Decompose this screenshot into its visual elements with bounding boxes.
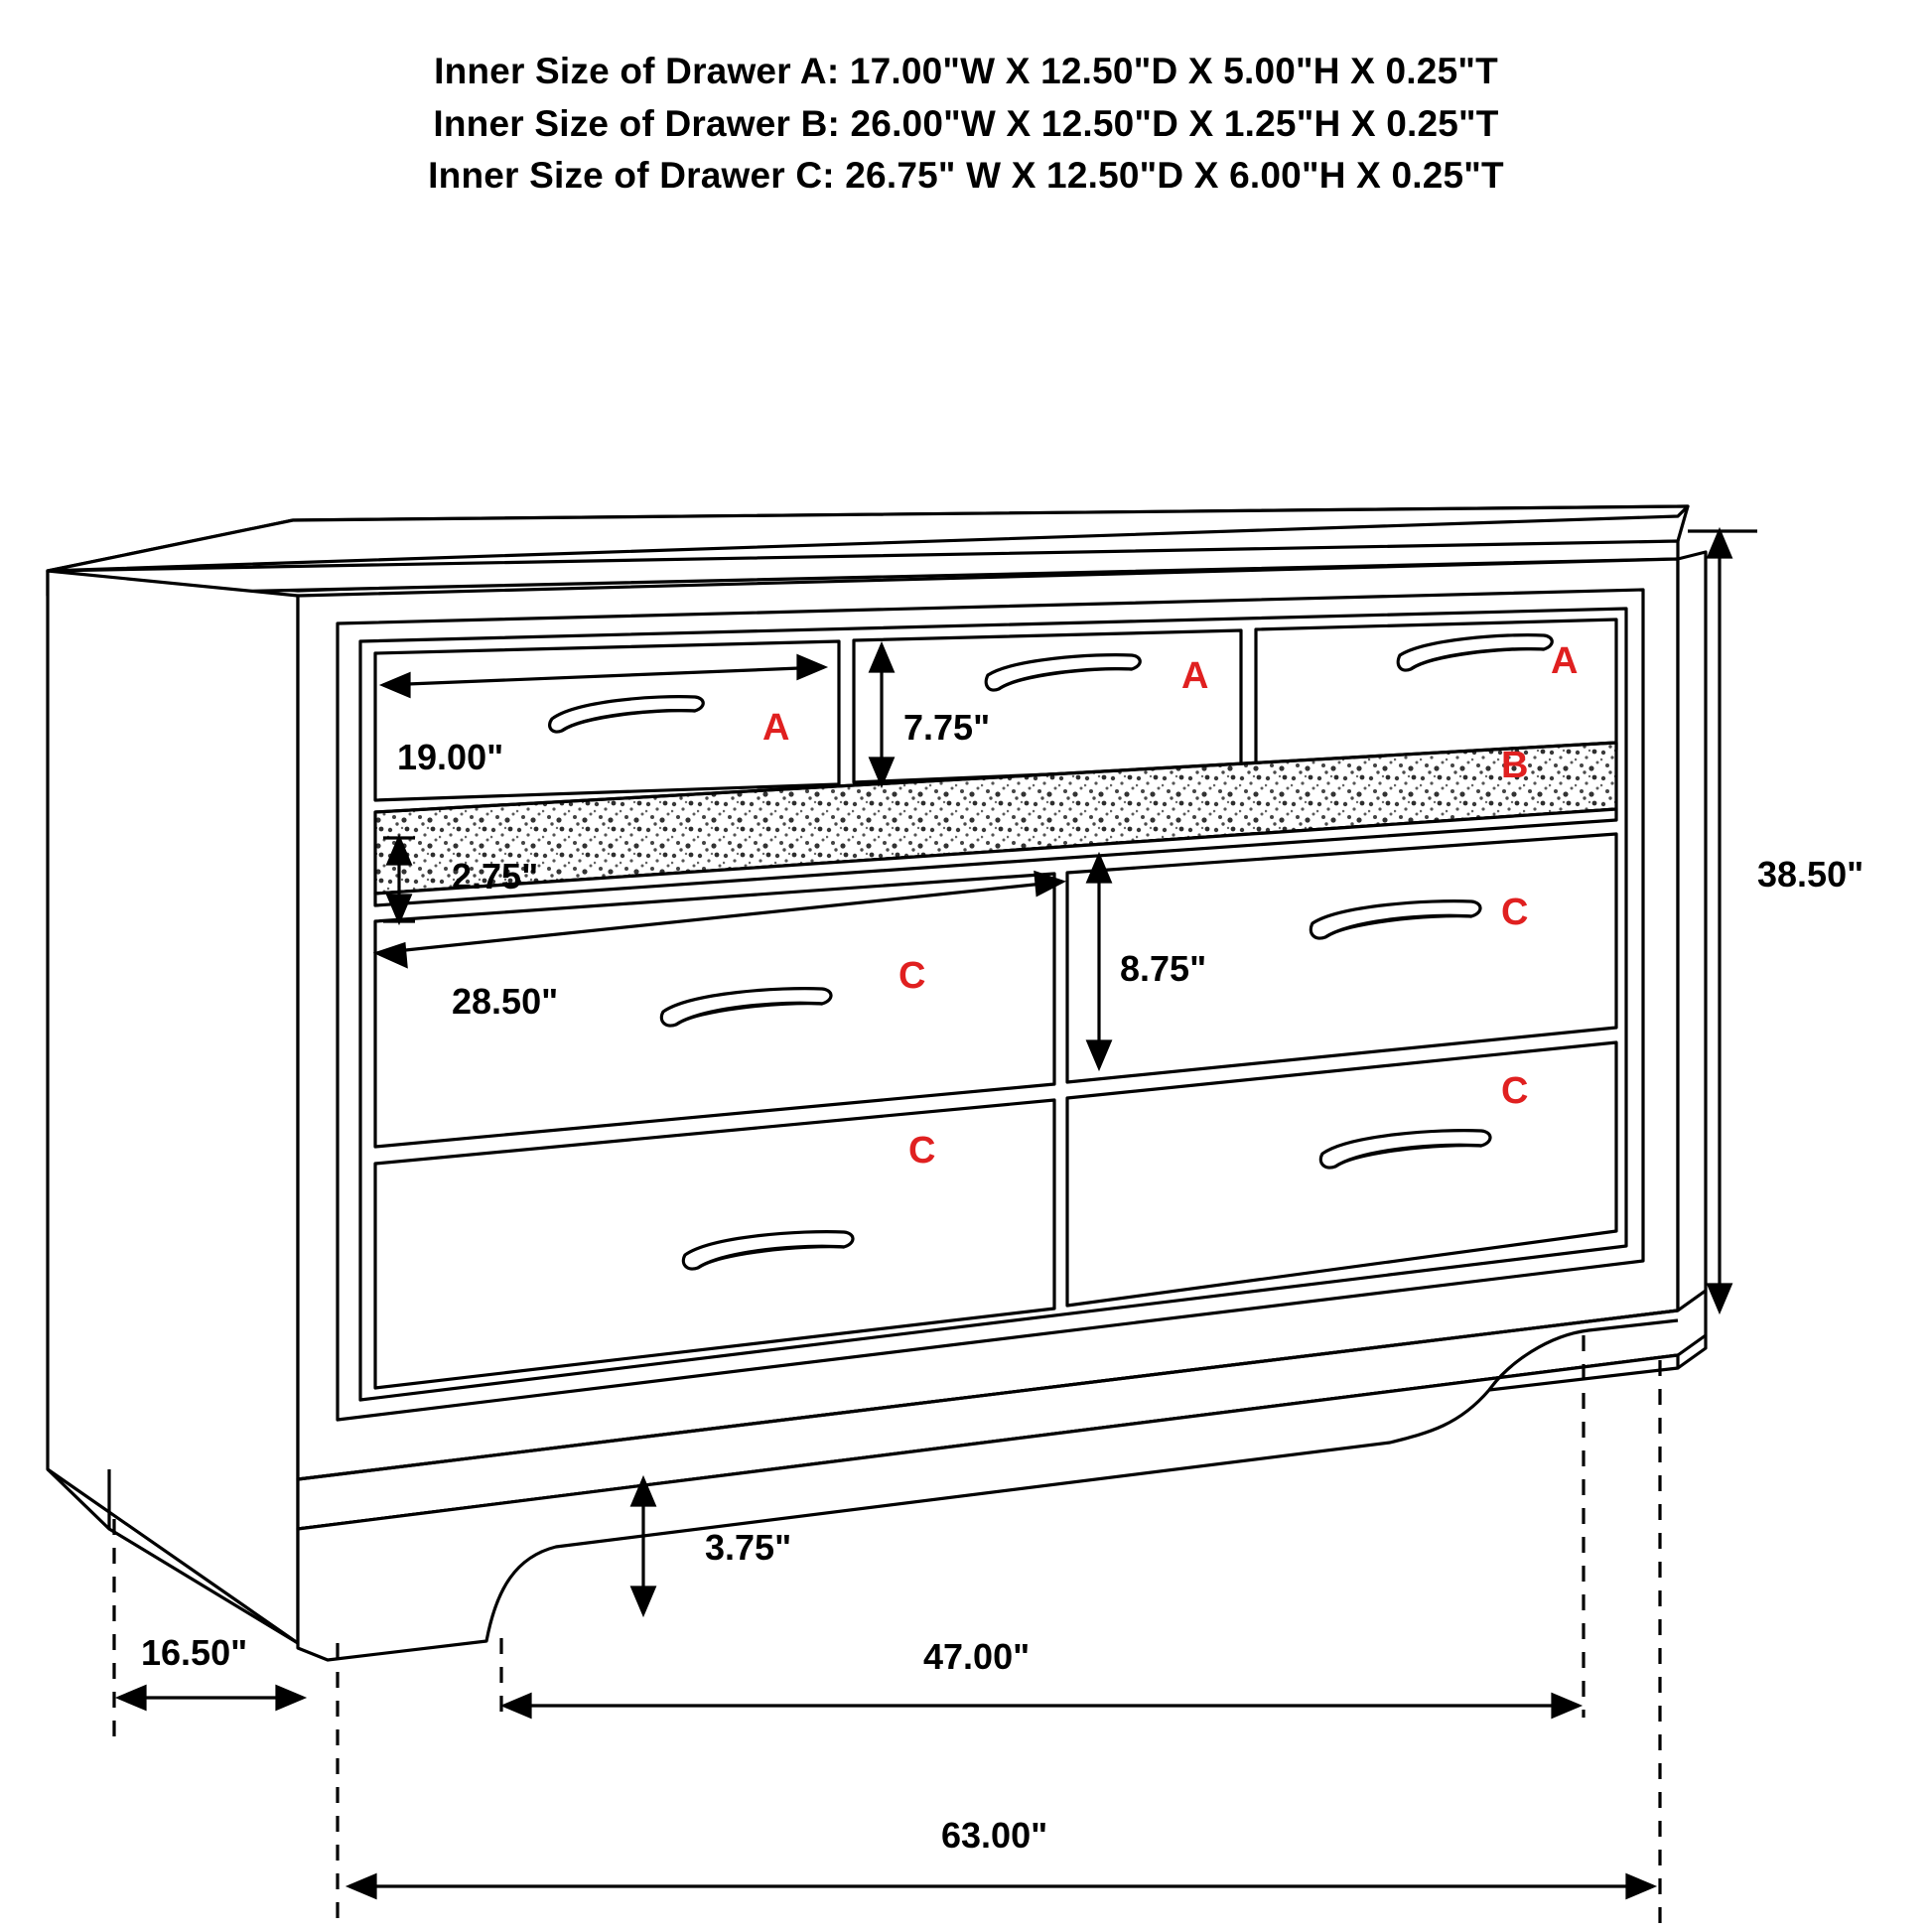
drawer-label-b-right: B [1501, 745, 1529, 786]
drawer-label-c-upper-left: C [898, 955, 926, 997]
dim-depth: 16.50" [141, 1632, 248, 1673]
dim-overall-height: 38.50" [1757, 854, 1864, 895]
dim-base-width: 47.00" [923, 1636, 1031, 1677]
drawer-label-a-mid: A [1181, 655, 1209, 697]
dim-drawer-a-height: 7.75" [903, 707, 991, 748]
dim-drawer-c-height: 8.75" [1120, 948, 1207, 989]
dim-drawer-a-width: 19.00" [397, 737, 504, 777]
dim-drawer-c-width: 28.50" [452, 981, 559, 1022]
dim-overall-width: 63.00" [941, 1815, 1048, 1856]
spec-line-a: Inner Size of Drawer A: 17.00"W X 12.50"D X 5.00"H X 0.25"T [434, 51, 1498, 91]
drawer-label-c-lower-right: C [1501, 1070, 1529, 1112]
drawer-label-c-upper-right: C [1501, 892, 1529, 933]
drawer-label-c-lower-left: C [908, 1130, 936, 1172]
drawer-label-a-left: A [762, 707, 790, 749]
dim-drawer-b-height: 2.75" [452, 856, 539, 897]
dim-toe-kick-height: 3.75" [705, 1527, 792, 1568]
drawer-label-a-right: A [1551, 640, 1579, 682]
spec-line-b: Inner Size of Drawer B: 26.00"W X 12.50"D X 1.25"H X 0.25"T [433, 102, 1499, 144]
spec-line-c: Inner Size of Drawer C: 26.75" W X 12.50"D X 6.00"H X 0.25"T [428, 155, 1504, 197]
